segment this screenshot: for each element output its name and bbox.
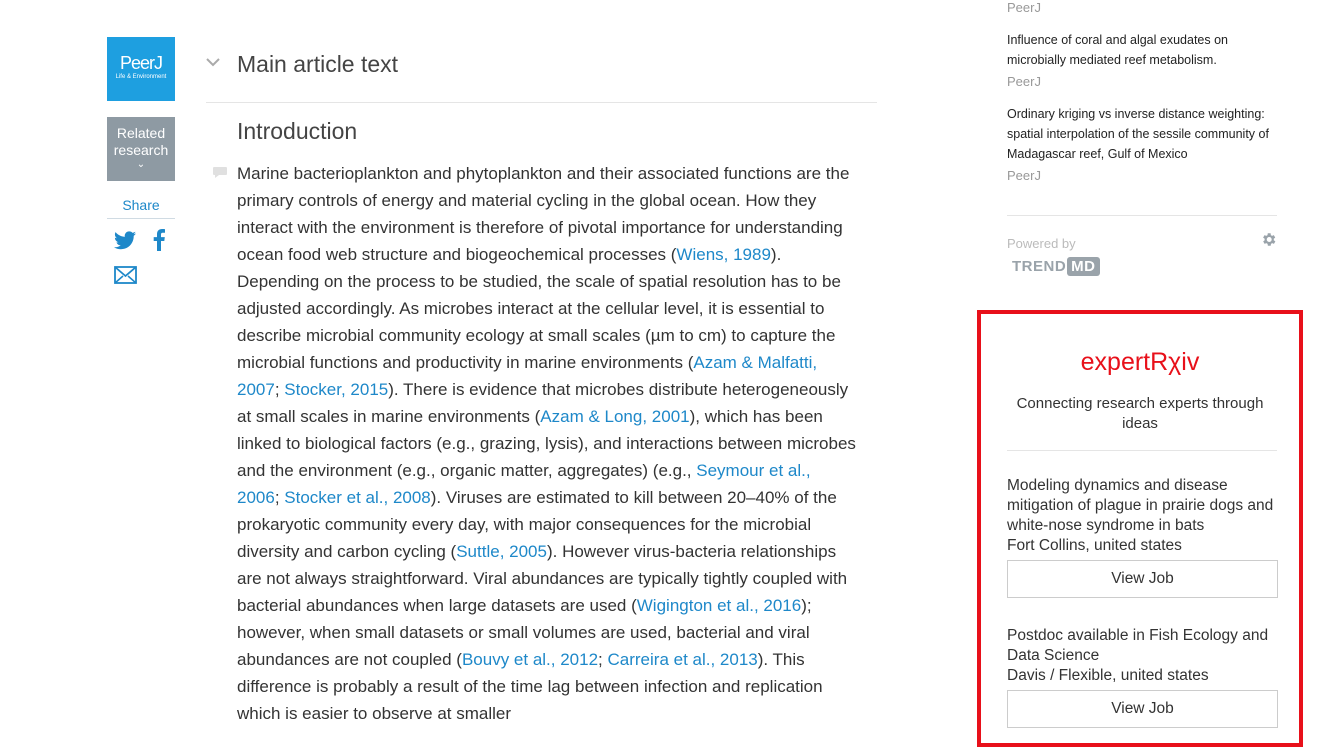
expertrxiv-title[interactable]: expertRχiv [1080,348,1200,376]
peerj-logo[interactable] [107,37,175,101]
job-listing[interactable] [1007,626,1287,686]
related-research-label: Related research [113,125,169,158]
expertrxiv-tagline: Connecting research experts through ideas [1016,395,1264,432]
trendmd-brand-b: MD [1067,257,1099,276]
paragraph-text: ). Depending on the process to be studied, the scale of spatial resolution has to be adjusted accordingly. As microbes interact at the cellular level, it is essential to describe microbial community ecology at small scales (µm to cm) to capture the microbial functions and productivity in marine environments ( [237,245,841,372]
chevron-down-icon: ⌄ [136,159,146,170]
paragraph-text: ). Viruses are estimated to kill between 20–40% of the prokaryotic community every day, with major consequences for the microbial diversity and carbon cycling ( [237,488,837,561]
related-source: PeerJ [1007,74,1041,89]
trendmd-logo[interactable] [1012,258,1100,275]
citation-link[interactable]: Bouvy et al., 2012 [461,650,599,669]
citation-link[interactable]: Wiens, 1989 [676,245,771,264]
paragraph-text: ). This difference is probably a result of the time lag between infection and replication which is easier to observe at smaller [237,650,823,723]
job-location: Davis / Flexible, united states [1007,667,1209,684]
view-job-button[interactable]: View Job [1007,690,1278,728]
introduction-paragraph [237,160,857,727]
job-location: Fort Collins, united states [1007,537,1182,554]
introduction-heading: Introduction [237,118,358,144]
citation-link[interactable]: Carreira et al., 2013 [607,650,758,669]
citation-link[interactable]: Stocker, 2015 [284,380,389,399]
job-listing[interactable] [1007,476,1287,556]
facebook-icon[interactable] [153,229,165,256]
paragraph-text: ; [274,488,285,507]
expertrxiv-panel [977,310,1303,747]
twitter-icon[interactable] [114,231,136,255]
view-job-button[interactable]: View Job [1007,560,1278,598]
section-divider [206,102,877,103]
paragraph-text: ). However virus-bacteria relationships are not always straightforward. Viral abundances are typically tightly coupled with bacterial abundances when large datasets are used ( [237,542,848,615]
paragraph-text: ). There is evidence that microbes distribute heterogeneously at small scales in marine environments ( [237,380,849,426]
chevron-down-icon[interactable] [206,54,220,70]
citation-link[interactable]: Azam & Long, 2001 [540,407,690,426]
related-divider [1007,215,1277,216]
powered-by-label: Powered by [1007,236,1076,251]
related-research-button[interactable] [107,117,175,181]
paragraph-text: Marine bacterioplankton and phytoplankton and their associated functions are the primary controls of energy and material cycling in the global ocean. How they interact with the environment is therefore of pivotal importance for understanding ocean food web structure and biogeochemical processes ( [237,164,850,264]
citation-link[interactable]: Azam & Malfatti, 2007 [237,353,818,399]
section-title[interactable]: Main article text [237,51,399,77]
gear-icon[interactable] [1260,231,1277,253]
related-source: PeerJ [1007,168,1041,183]
paragraph-text: ), which has been linked to biological factors (e.g., grazing, lysis), and interactions between microbes and the environment (e.g., organic matter, aggregates) (e.g., [237,407,856,480]
paragraph-text: ); however, when small datasets or small volumes are used, bacterial and viral abundances are not coupled ( [237,596,812,669]
job-title: Modeling dynamics and disease mitigation of plague in prairie dogs and white-nose syndrome in bats [1007,477,1274,534]
comment-icon[interactable] [212,166,228,184]
citation-link[interactable]: Wigington et al., 2016 [636,596,802,615]
related-source: PeerJ [1007,0,1041,15]
related-article-link[interactable]: Ordinary kriging vs inverse distance weighting: spatial interpolation of the sessile community of Madagascar reef, Gulf of Mexico [1007,107,1269,161]
share-divider [107,218,175,219]
citation-link[interactable]: Suttle, 2005 [456,542,547,561]
paragraph-text: ; [598,650,608,669]
job-title: Postdoc available in Fish Ecology and Data Science [1007,627,1269,664]
paragraph-text: ; [274,380,285,399]
citation-link[interactable]: Seymour et al., 2006 [237,461,811,507]
related-article-link[interactable]: Influence of coral and algal exudates on microbially mediated reef metabolism. [1007,33,1228,67]
share-label: Share [122,197,160,213]
trendmd-brand-a: TREND [1012,258,1067,275]
expertrxiv-divider [1007,450,1277,451]
email-icon[interactable] [114,266,137,289]
logo-wordmark: PeerJ [119,53,163,73]
citation-link[interactable]: Stocker et al., 2008 [284,488,431,507]
logo-subtitle: Life & Environment [115,74,167,80]
